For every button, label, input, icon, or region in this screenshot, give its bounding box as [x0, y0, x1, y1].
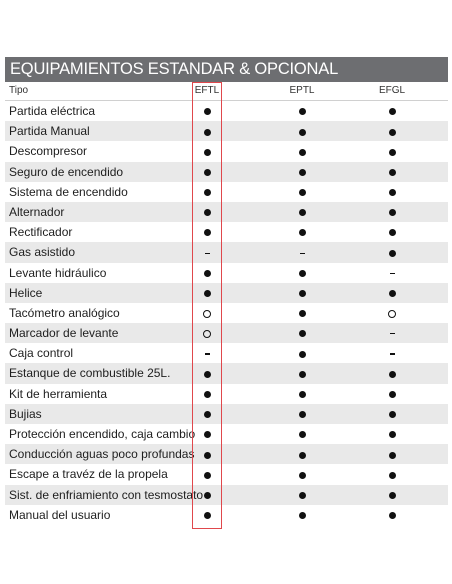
filled-dot-icon [389, 512, 396, 519]
table-header-row [5, 82, 448, 101]
cell-eftl [187, 141, 227, 161]
table-row [5, 444, 448, 464]
filled-dot-icon [204, 391, 211, 398]
filled-dot-icon [204, 270, 211, 277]
cell-eftl [187, 121, 227, 141]
table-row [5, 384, 448, 404]
filled-dot-icon [299, 189, 306, 196]
row-label: Helice [9, 285, 43, 300]
cell-eptl [282, 323, 322, 343]
filled-dot-icon [204, 108, 211, 115]
cell-efgl [372, 121, 412, 141]
filled-dot-icon [204, 169, 211, 176]
open-circle-icon [203, 310, 211, 318]
open-circle-icon [388, 310, 396, 318]
cell-eptl [282, 242, 322, 262]
row-label: Tacómetro analógico [9, 305, 120, 320]
filled-dot-icon [389, 290, 396, 297]
cell-eftl [187, 283, 227, 303]
filled-dot-icon [204, 149, 211, 156]
filled-dot-icon [389, 371, 396, 378]
filled-dot-icon [204, 431, 211, 438]
filled-dot-icon [204, 129, 211, 136]
cell-eftl [187, 485, 227, 505]
row-label: Partida eléctrica [9, 104, 96, 118]
cell-efgl [372, 222, 412, 242]
filled-dot-icon [204, 492, 211, 499]
equipment-table [5, 57, 448, 525]
row-label: Seguro de encendido [9, 164, 124, 179]
cell-efgl [372, 101, 412, 121]
cell-eftl [187, 343, 227, 363]
dash-icon [390, 333, 395, 334]
filled-dot-icon [299, 472, 306, 479]
filled-dot-icon [389, 411, 396, 418]
cell-eptl [282, 303, 322, 323]
cell-efgl [372, 485, 412, 505]
cell-efgl [372, 505, 412, 525]
filled-dot-icon [299, 290, 306, 297]
dash-icon [390, 273, 395, 274]
cell-eftl [187, 323, 227, 343]
filled-dot-icon [204, 472, 211, 479]
filled-dot-icon [299, 351, 306, 358]
filled-dot-icon [389, 169, 396, 176]
filled-dot-icon [389, 149, 396, 156]
table-row [5, 141, 448, 161]
cell-eftl [187, 202, 227, 222]
cell-eptl [282, 485, 322, 505]
row-label: Levante hidráulico [9, 265, 107, 280]
cell-eptl [282, 404, 322, 424]
dash-icon [205, 353, 210, 354]
filled-dot-icon [299, 330, 306, 337]
table-row [5, 424, 448, 444]
row-label: Escape a travéz de la propela [9, 467, 168, 482]
row-label: Estanque de combustible 25L. [9, 366, 171, 381]
filled-dot-icon [389, 108, 396, 115]
column-header-eftl: EFTL [194, 85, 220, 96]
cell-eptl [282, 141, 322, 161]
filled-dot-icon [299, 411, 306, 418]
cell-eftl [187, 464, 227, 484]
table-title: EQUIPAMIENTOS ESTANDAR & OPCIONAL [5, 57, 448, 82]
cell-efgl [372, 343, 412, 363]
row-label: Partida Manual [9, 124, 90, 139]
cell-eftl [187, 222, 227, 242]
cell-efgl [372, 263, 412, 283]
row-label: Sist. de enfriamiento con tesmostato [9, 487, 204, 502]
filled-dot-icon [389, 229, 396, 236]
column-header-tipo: Tipo [9, 85, 29, 96]
filled-dot-icon [299, 209, 306, 216]
cell-efgl [372, 202, 412, 222]
cell-eftl [187, 303, 227, 323]
table-row [5, 202, 448, 222]
filled-dot-icon [389, 250, 396, 257]
filled-dot-icon [299, 229, 306, 236]
table-row [5, 363, 448, 383]
column-header-efgl: EFGL [378, 85, 406, 96]
cell-efgl [372, 404, 412, 424]
cell-efgl [372, 141, 412, 161]
table-row [5, 323, 448, 343]
cell-eptl [282, 444, 322, 464]
cell-eftl [187, 424, 227, 444]
filled-dot-icon [299, 108, 306, 115]
filled-dot-icon [299, 169, 306, 176]
column-header-eptl: EPTL [289, 85, 315, 96]
row-label: Bujias [9, 406, 42, 421]
cell-eptl [282, 363, 322, 383]
row-label: Kit de herramienta [9, 386, 108, 401]
cell-efgl [372, 303, 412, 323]
cell-efgl [372, 464, 412, 484]
table-row [5, 303, 448, 323]
table-row [5, 121, 448, 141]
filled-dot-icon [389, 431, 396, 438]
filled-dot-icon [204, 452, 211, 459]
table-row [5, 101, 448, 121]
row-label: Descompresor [9, 144, 88, 159]
table-row [5, 485, 448, 505]
cell-eptl [282, 263, 322, 283]
filled-dot-icon [299, 129, 306, 136]
table-row [5, 162, 448, 182]
row-label: Caja control [9, 346, 74, 361]
cell-eftl [187, 162, 227, 182]
table-row [5, 222, 448, 242]
row-label: Protección encendido, caja cambio [9, 427, 196, 441]
filled-dot-icon [299, 310, 306, 317]
cell-eptl [282, 464, 322, 484]
filled-dot-icon [299, 270, 306, 277]
filled-dot-icon [389, 209, 396, 216]
filled-dot-icon [389, 129, 396, 136]
row-label: Sistema de encendido [9, 184, 128, 199]
cell-efgl [372, 323, 412, 343]
row-label: Manual del usuario [9, 507, 111, 522]
cell-efgl [372, 242, 412, 262]
open-circle-icon [203, 330, 211, 338]
row-label: Rectificador [9, 225, 73, 240]
table-row [5, 343, 448, 363]
row-label: Gas asistido [9, 245, 76, 260]
cell-eptl [282, 101, 322, 121]
cell-eftl [187, 242, 227, 262]
filled-dot-icon [389, 472, 396, 479]
cell-eptl [282, 505, 322, 525]
cell-efgl [372, 363, 412, 383]
cell-eptl [282, 182, 322, 202]
filled-dot-icon [389, 492, 396, 499]
table-row [5, 182, 448, 202]
filled-dot-icon [204, 411, 211, 418]
filled-dot-icon [299, 492, 306, 499]
table-row [5, 505, 448, 525]
filled-dot-icon [204, 229, 211, 236]
table-row [5, 242, 448, 262]
cell-eptl [282, 343, 322, 363]
cell-eptl [282, 222, 322, 242]
table-body [5, 101, 448, 525]
filled-dot-icon [389, 391, 396, 398]
dash-icon [390, 353, 395, 354]
cell-eftl [187, 444, 227, 464]
cell-eftl [187, 182, 227, 202]
cell-efgl [372, 444, 412, 464]
table-row [5, 263, 448, 283]
filled-dot-icon [389, 189, 396, 196]
cell-eptl [282, 162, 322, 182]
filled-dot-icon [299, 149, 306, 156]
filled-dot-icon [204, 209, 211, 216]
table-row [5, 404, 448, 424]
cell-efgl [372, 162, 412, 182]
filled-dot-icon [299, 371, 306, 378]
filled-dot-icon [204, 290, 211, 297]
cell-efgl [372, 182, 412, 202]
cell-eftl [187, 404, 227, 424]
row-label: Marcador de levante [9, 326, 119, 341]
filled-dot-icon [204, 512, 211, 519]
filled-dot-icon [204, 371, 211, 378]
table-row [5, 464, 448, 484]
cell-eftl [187, 384, 227, 404]
cell-efgl [372, 384, 412, 404]
filled-dot-icon [299, 452, 306, 459]
filled-dot-icon [299, 431, 306, 438]
cell-eftl [187, 505, 227, 525]
row-label: Alternador [9, 204, 65, 219]
cell-efgl [372, 283, 412, 303]
cell-eftl [187, 101, 227, 121]
cell-eptl [282, 202, 322, 222]
cell-eptl [282, 121, 322, 141]
filled-dot-icon [389, 452, 396, 459]
row-label: Conducción aguas poco profundas [9, 447, 195, 462]
dash-icon [300, 253, 305, 254]
dash-icon [205, 253, 210, 254]
filled-dot-icon [204, 189, 211, 196]
cell-efgl [372, 424, 412, 444]
cell-eptl [282, 384, 322, 404]
cell-eptl [282, 283, 322, 303]
cell-eptl [282, 424, 322, 444]
cell-eftl [187, 363, 227, 383]
table-row [5, 283, 448, 303]
cell-eftl [187, 263, 227, 283]
filled-dot-icon [299, 512, 306, 519]
filled-dot-icon [299, 391, 306, 398]
